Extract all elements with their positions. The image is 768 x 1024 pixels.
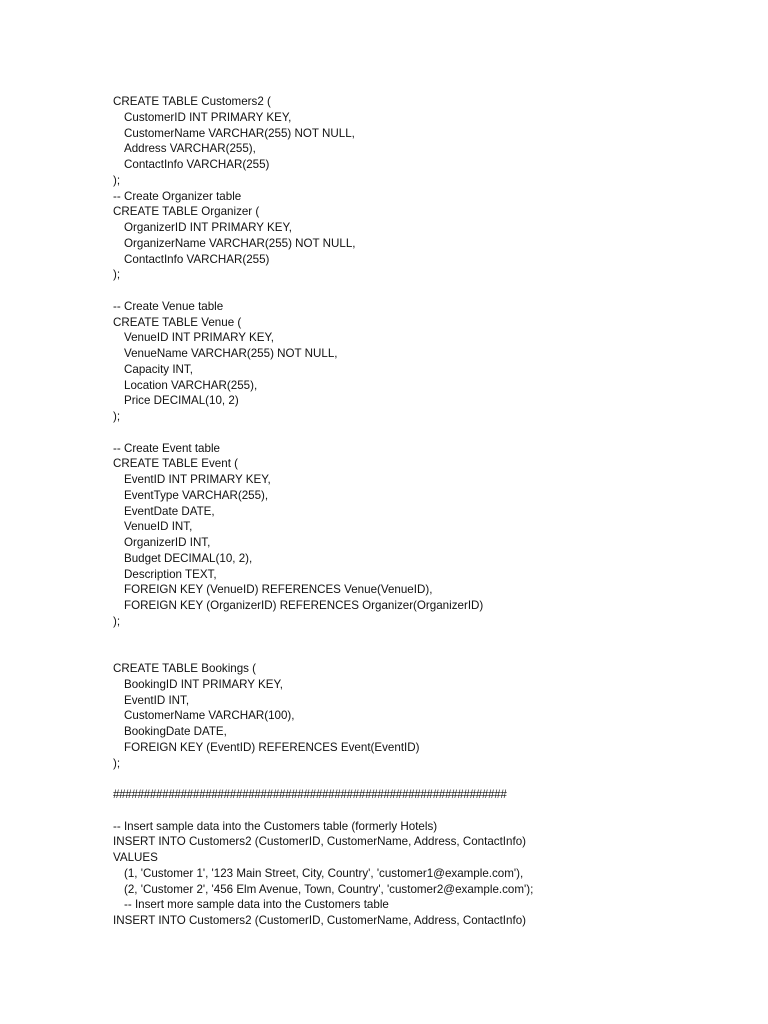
code-line: Budget DECIMAL(10, 2), (124, 551, 253, 565)
separator-line: ################################################################ (113, 788, 507, 801)
code-line: ); (113, 410, 121, 423)
code-line: ); (113, 173, 121, 187)
code-line: EventID INT PRIMARY KEY, (124, 473, 271, 486)
code-line: CREATE TABLE Organizer ( (113, 205, 260, 219)
sql-script-text (113, 94, 733, 929)
code-line: ); (113, 614, 121, 628)
code-line: ContactInfo VARCHAR(255) (124, 252, 270, 266)
code-line: EventID INT, (124, 693, 190, 707)
code-line: BookingID INT PRIMARY KEY, (124, 677, 283, 691)
code-line: CustomerName VARCHAR(100), (124, 709, 295, 723)
blank-line (113, 803, 733, 819)
code-line: OrganizerID INT PRIMARY KEY, (124, 221, 292, 234)
code-line: Capacity INT, (124, 362, 193, 376)
code-line: EventDate DATE, (124, 504, 215, 518)
code-line: -- Create Venue table (113, 299, 224, 313)
blank-line (113, 425, 733, 441)
code-line: VALUES (113, 851, 158, 864)
code-line: CREATE TABLE Customers2 ( (113, 95, 271, 108)
code-line: (2, 'Customer 2', '456 Elm Avenue, Town, Country', 'customer2@example.com'); (124, 882, 534, 896)
code-line: ContactInfo VARCHAR(255) (124, 158, 270, 171)
code-line: FOREIGN KEY (OrganizerID) REFERENCES Organizer(OrganizerID) (124, 599, 484, 612)
blank-line (113, 645, 733, 661)
blank-line (113, 630, 733, 646)
code-line: OrganizerName VARCHAR(255) NOT NULL, (124, 236, 356, 250)
code-line: FOREIGN KEY (EventID) REFERENCES Event(EventID) (124, 740, 420, 754)
code-line: ); (113, 268, 121, 282)
code-line: FOREIGN KEY (VenueID) REFERENCES Venue(VenueID), (124, 583, 433, 597)
code-line: INSERT INTO Customers2 (CustomerID, CustomerName, Address, ContactInfo) (113, 914, 526, 927)
blank-line (113, 283, 733, 299)
code-line: -- Create Organizer table (113, 189, 242, 203)
code-line: CustomerName VARCHAR(255) NOT NULL, (124, 126, 355, 140)
code-line: CREATE TABLE Event ( (113, 457, 238, 471)
code-line: CREATE TABLE Bookings ( (113, 662, 257, 675)
code-line: -- Insert sample data into the Customers table (formerly Hotels) (113, 819, 438, 833)
code-line: Location VARCHAR(255), (124, 378, 258, 392)
code-line: -- Insert more sample data into the Customers table (124, 898, 389, 912)
blank-line (113, 771, 733, 787)
code-line: (1, 'Customer 1', '123 Main Street, City, Country', 'customer1@example.com'), (124, 866, 524, 880)
code-line: VenueID INT, (124, 520, 193, 534)
code-line: EventType VARCHAR(255), (124, 488, 269, 502)
code-line: Description TEXT, (124, 567, 217, 581)
code-line: -- Create Event table (113, 441, 220, 455)
code-line: CREATE TABLE Venue ( (113, 315, 242, 329)
code-line: BookingDate DATE, (124, 725, 227, 738)
code-line: CustomerID INT PRIMARY KEY, (124, 110, 292, 124)
code-line: Address VARCHAR(255), (124, 142, 256, 156)
code-line: INSERT INTO Customers2 (CustomerID, CustomerName, Address, ContactInfo) (113, 835, 526, 849)
code-line: VenueName VARCHAR(255) NOT NULL, (124, 347, 338, 360)
code-line: OrganizerID INT, (124, 536, 211, 549)
code-line: ); (113, 756, 121, 770)
code-line: Price DECIMAL(10, 2) (124, 394, 239, 408)
code-line: VenueID INT PRIMARY KEY, (124, 331, 274, 345)
